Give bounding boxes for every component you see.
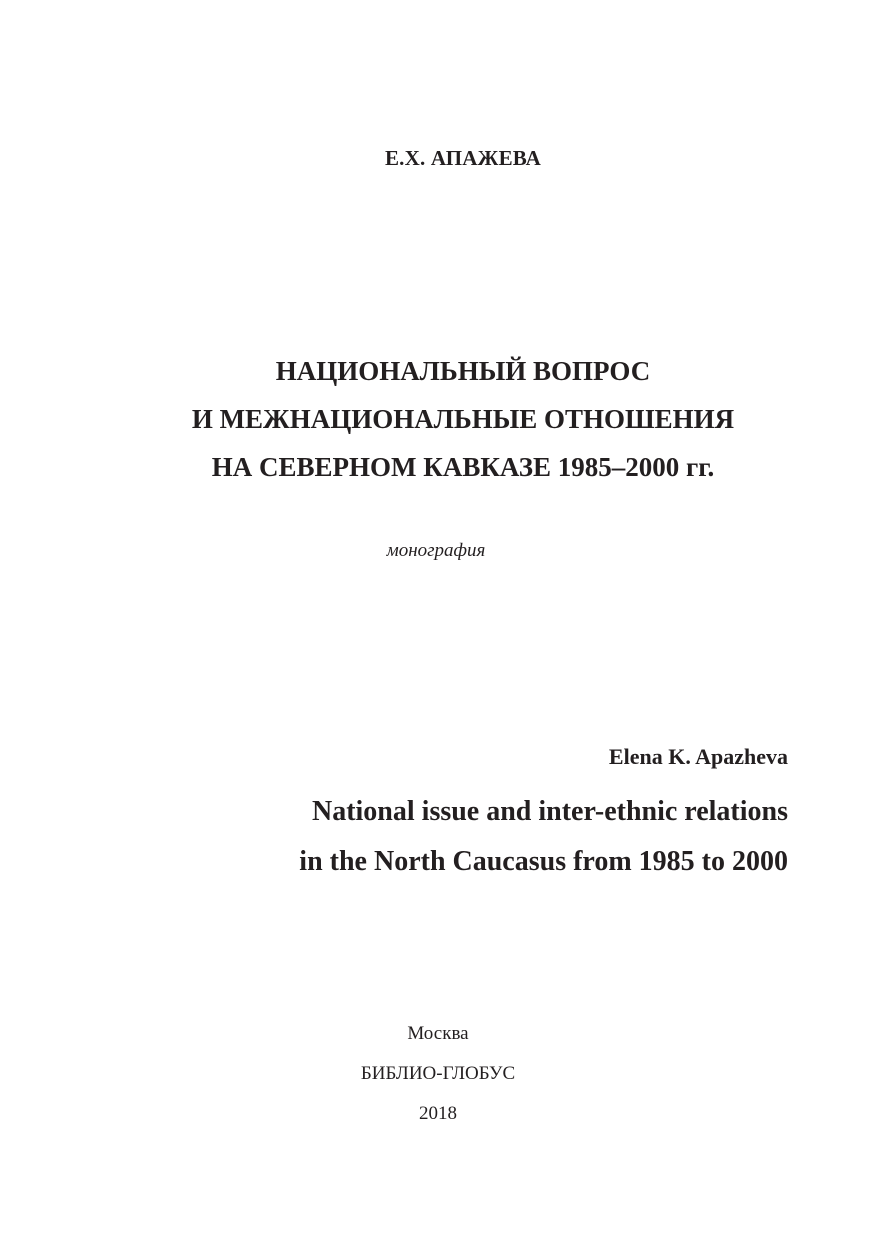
title-ru-line-3: НА СЕВЕРНОМ КАВКАЗЕ 1985–2000 гг. xyxy=(211,452,715,482)
author-name-en: Elena K. Apazheva xyxy=(608,744,788,769)
title-ru-line-2: И МЕЖНАЦИОНАЛЬНЫЕ ОТНОШЕНИЯ xyxy=(191,404,735,434)
book-title-ru xyxy=(0,347,876,491)
book-title-en xyxy=(299,787,788,887)
author-name-ru: Е.Х. АПАЖЕВА xyxy=(384,146,542,170)
genre-label: монография xyxy=(386,540,486,561)
title-en-line-1: National issue and inter-ethnic relations xyxy=(311,796,788,827)
imprint xyxy=(0,1014,876,1134)
title-en-line-2: in the North Caucasus from 1985 to 2000 xyxy=(299,846,788,877)
imprint-year: 2018 xyxy=(419,1103,457,1124)
imprint-publisher: БИБЛИО-ГЛОБУС xyxy=(360,1063,516,1084)
title-ru-line-1: НАЦИОНАЛЬНЫЙ ВОПРОС xyxy=(275,356,651,386)
imprint-city: Москва xyxy=(407,1023,469,1044)
